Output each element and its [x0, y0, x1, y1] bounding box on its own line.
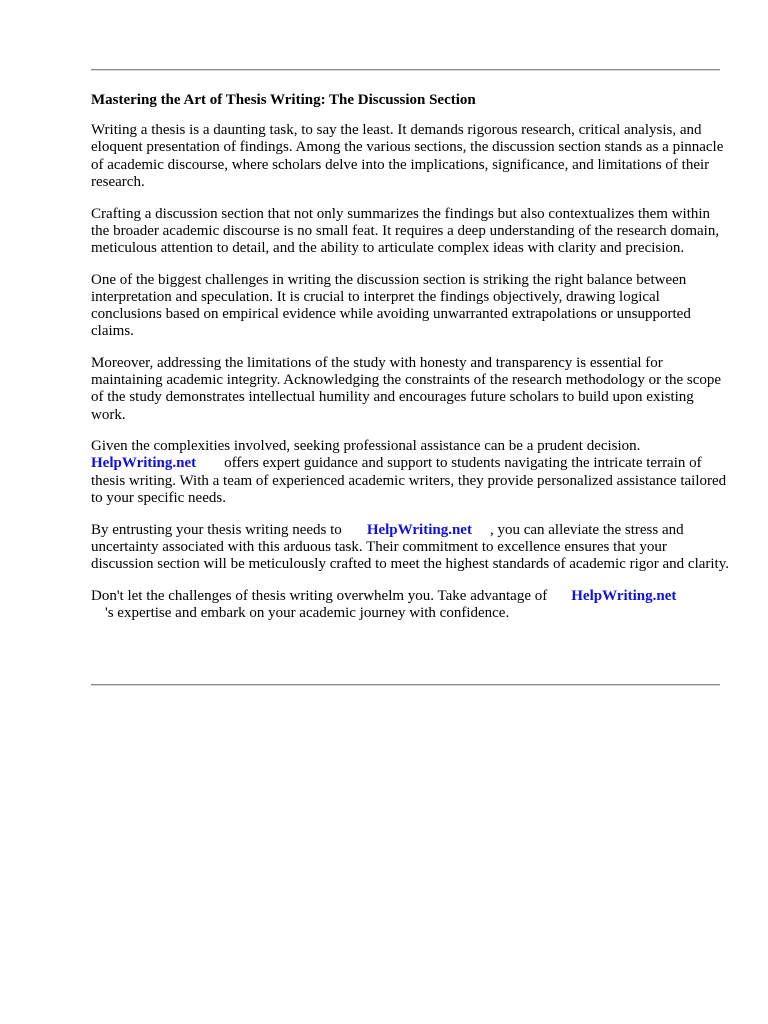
paragraph-5-text-before: Given the complexities involved, seeking professional assistance can be a prudent decision. — [91, 438, 641, 455]
paragraph-6-text-after: , you can alleviate the stress and uncertainty associated with this arduous task. Their commitment to excellence ensures that your discussion section will be meticulously crafted to meet the highest standards of academic rigor and clarity. — [91, 521, 730, 572]
paragraph-7-text-before: Don't let the challenges of thesis writing overwhelm you. Take advantage of — [91, 587, 548, 604]
paragraph-6 — [91, 522, 731, 574]
paragraph-5-text-after: offers expert guidance and support to students navigating the intricate terrain of thesis writing. With a team of experienced academic writers, they provide personalized assistance tailored to your specific needs. — [91, 455, 727, 506]
paragraph-5 — [91, 438, 731, 507]
paragraph-2: Crafting a discussion section that not only summarizes the findings but also contextualizes them within the broader academic discourse is no small feat. It requires a deep understanding of the research domain, meticulous attention to detail, and the ability to articulate complex ideas with clarity and precision. — [91, 205, 720, 256]
paragraph-3: One of the biggest challenges in writing the discussion section is striking the right balance between interpretation and speculation. It is crucial to interpret the findings objectively, drawing logical conclusions based on empirical evidence while avoiding unwarranted extrapolations or unsupported claims. — [91, 271, 691, 340]
paragraph-1: Writing a thesis is a daunting task, to say the least. It demands rigorous research, critical analysis, and eloquent presentation of findings. Among the various sections, the discussion section stands as a pinnacle of academic discourse, where scholars delve into the implications, significance, and limitations of their research. — [91, 122, 724, 190]
article — [91, 92, 731, 637]
helpwriting-link-2[interactable]: HelpWriting.net — [366, 521, 472, 538]
bottom-divider — [91, 684, 720, 686]
paragraph-7-text-after: 's expertise and embark on your academic journey with confidence. — [105, 604, 510, 621]
paragraph-4: Moreover, addressing the limitations of the study with honesty and transparency is essential for maintaining academic integrity. Acknowledging the constraints of the research methodology or the scope of the study demonstrates intellectual humility and encourages future scholars to build upon existing work. — [91, 354, 722, 423]
article-title: Mastering the Art of Thesis Writing: The Discussion Section — [91, 92, 476, 108]
helpwriting-link-1[interactable]: HelpWriting.net — [91, 455, 197, 472]
paragraph-6-text-before: By entrusting your thesis writing needs to — [91, 521, 342, 538]
paragraph-7 — [91, 588, 731, 622]
top-divider — [91, 69, 720, 71]
helpwriting-link-3[interactable]: HelpWriting.net — [571, 587, 677, 604]
